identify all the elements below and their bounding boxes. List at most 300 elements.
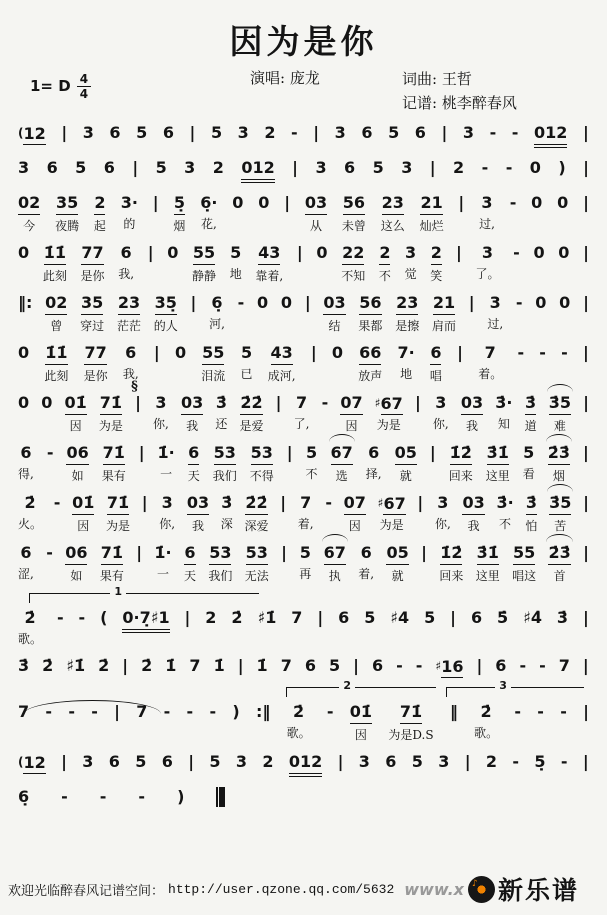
note-token: ♯4 — [390, 608, 410, 627]
note-token: 03 我 — [460, 393, 484, 433]
notator-credit: 记谱: 桃李醉春风 — [402, 94, 517, 112]
note-token: - — [511, 123, 519, 142]
key-signature — [30, 73, 91, 100]
bar-token: | — [189, 123, 196, 142]
note-token: 3 你, — [153, 393, 169, 431]
lyric-text: 是你 — [80, 269, 105, 283]
note-token: 6 — [344, 158, 356, 177]
bar-token: | — [582, 443, 589, 462]
bar-token: | — [122, 656, 129, 675]
lyric-text: 苦 — [554, 519, 567, 533]
logo-text: 新乐谱 — [497, 876, 579, 905]
bar-token: | — [147, 243, 154, 262]
note-token: 3̇ 怕 — [525, 493, 538, 533]
note-token: 2̇ — [231, 608, 243, 627]
note-token: 03 从 — [304, 193, 328, 233]
note-token: 0 — [557, 193, 569, 212]
note-token: 2̇2̇ 深爱 — [244, 493, 269, 533]
volta-bracket — [286, 679, 435, 697]
lyric-text: 怕 — [525, 519, 538, 533]
record-icon — [468, 876, 495, 903]
note-token: 02 今 — [18, 193, 41, 233]
note-token: 012 — [534, 123, 567, 148]
note-token: 6 — [46, 158, 58, 177]
bar-token: | — [61, 123, 68, 142]
note-token: 5 — [411, 752, 423, 771]
note-token: - — [519, 656, 527, 675]
final-barline — [216, 787, 225, 807]
note-token: ) — [232, 702, 240, 721]
note-token: 02 曾 — [45, 293, 68, 333]
note-token: 21 灿烂 — [419, 193, 444, 233]
note-token: 5 — [364, 608, 376, 627]
bar-token: | — [457, 343, 463, 362]
note-token: ♯4̇ — [523, 608, 542, 627]
note-token: ♯67 为是 — [377, 494, 406, 532]
note-token: 56 果都 — [358, 293, 383, 333]
note-token: - — [513, 243, 520, 262]
note-token: 6 — [338, 608, 350, 627]
bar-token: | — [582, 123, 589, 142]
bar-token: | — [421, 543, 427, 562]
site-logo — [468, 871, 579, 907]
score-line — [18, 343, 589, 383]
note-token: 6 — [108, 752, 120, 771]
note-token: 5̇ — [497, 608, 509, 627]
note-token: 3 过, — [479, 193, 495, 231]
score-line — [18, 787, 589, 807]
note-token: 5 看 — [522, 443, 535, 481]
note-token: 2 — [262, 752, 274, 771]
bar-token: | — [582, 752, 589, 771]
note-token: 3· 的 — [120, 193, 138, 231]
note-token: 2 起 — [93, 193, 106, 233]
lyric-text: 放声 — [358, 369, 383, 383]
lyric-text: 如 — [71, 469, 84, 483]
note-token: - — [209, 702, 217, 721]
lyric-text: 的人 — [153, 319, 178, 333]
note-token: 6 天 — [187, 443, 200, 483]
note-token: - — [237, 293, 245, 312]
note-token: 77 是你 — [80, 243, 105, 283]
note-token: - — [138, 787, 146, 806]
note-token: - — [91, 702, 98, 721]
lyric-text: 选 — [335, 469, 348, 483]
bar-token: | — [583, 293, 589, 312]
note-token: 1̇1̇ 此刻 — [42, 243, 67, 283]
note-token: - — [505, 158, 513, 177]
bar-token: | — [429, 158, 436, 177]
note-token: 0 — [232, 193, 244, 212]
bar-token: | — [450, 608, 457, 627]
note-token: 2̇ — [98, 656, 110, 675]
bar-token: | — [292, 158, 299, 177]
note-token: 6̣ — [18, 787, 30, 806]
lyric-text: 因 — [77, 519, 90, 533]
bar-token: | — [441, 123, 448, 142]
lyric-text: 是擦 — [395, 319, 420, 333]
score-line — [18, 679, 589, 742]
note-token: 1̇· 一 — [157, 443, 175, 481]
note-token: 7 了, — [293, 393, 310, 431]
bar-token: ‖ — [449, 702, 458, 721]
lyric-text: 你, — [159, 517, 176, 531]
lyric-text: 觉 — [404, 267, 417, 281]
note-token: 03 我 — [186, 493, 210, 533]
note-token: - — [291, 123, 298, 142]
note-token: 0 — [533, 243, 545, 262]
lyric-text: 如 — [70, 569, 83, 583]
note-token: 6 — [385, 752, 397, 771]
time-signature: $\frac{4}{4}$ — [77, 73, 91, 100]
note-token: 66 放声 — [358, 343, 383, 383]
bar-token: | — [296, 243, 303, 262]
note-token: 6 — [371, 656, 384, 675]
lyric-text: 择, — [365, 467, 382, 481]
bar-token: | — [583, 193, 589, 212]
note-token: 7 着, — [297, 493, 314, 531]
note-token: 06 如 — [65, 543, 88, 583]
lyric-text: 难 — [553, 419, 566, 433]
note-token: 3̇· 不 — [496, 493, 514, 531]
note-token: 0 — [257, 293, 269, 312]
note-token: (12 — [18, 753, 46, 772]
note-token: 3 — [82, 123, 94, 142]
lyric-text: 着。 — [478, 367, 503, 381]
lyric-text: 因 — [354, 728, 367, 742]
lyric-text: 河, — [209, 317, 225, 331]
note-token: 07 因 — [340, 393, 363, 433]
note-token: 6̣· 花, — [200, 193, 218, 231]
bar-token: | — [138, 443, 145, 462]
note-token: 3 — [438, 752, 450, 771]
note-token: 3̇ — [556, 608, 569, 627]
note-token: ♯67 为是 — [374, 394, 403, 432]
note-token: 35 穿过 — [80, 293, 105, 333]
note-token: 3 — [401, 158, 413, 177]
bar-token: | — [583, 393, 589, 412]
note-token: 0 — [316, 243, 328, 262]
note-token: - — [509, 193, 517, 212]
lyric-text: 再 — [299, 567, 312, 581]
lyric-text: 不 — [378, 269, 391, 283]
note-token: 2̇ 歌。 — [474, 702, 499, 740]
note-token: 3 — [462, 123, 475, 142]
note-token: 05 就 — [394, 443, 417, 483]
lyric-text: 着, — [297, 517, 314, 531]
note-token: 2 笑 — [430, 243, 443, 283]
note-token: 55 静静 — [192, 243, 217, 283]
slur-arc-icon — [329, 434, 355, 442]
lyric-text: 为是 — [106, 519, 131, 533]
note-token: 3 — [82, 752, 94, 771]
lyric-text: 地 — [229, 267, 242, 281]
note-token: 53 不得 — [249, 443, 274, 483]
lyric-text: 夜腾 — [55, 219, 80, 233]
note-token: 03 我 — [462, 493, 485, 533]
lyric-text: 歌。 — [286, 726, 311, 740]
page-title: 因为是你 — [229, 22, 378, 61]
bar-token: | — [455, 243, 462, 262]
score-line — [18, 379, 589, 433]
note-token: 6 — [361, 123, 373, 142]
note-token: 53 我们 — [208, 543, 233, 583]
note-token: 3 — [237, 123, 249, 142]
note-token: 5 — [155, 158, 167, 177]
bar-token: ‖: — [18, 293, 33, 312]
bar-token: | — [304, 293, 311, 312]
note-token: - — [68, 702, 75, 721]
score-line — [18, 158, 589, 183]
bar-token: | — [114, 702, 120, 721]
lyric-text: 从 — [309, 219, 322, 233]
lyric-text: 看 — [522, 467, 535, 481]
lyric-text: 回来 — [439, 569, 464, 583]
note-token: 5 — [328, 656, 341, 675]
note-token: 7 — [291, 608, 303, 627]
bar-token: | — [237, 656, 244, 675]
lyric-text: 地 — [400, 367, 413, 381]
note-token: - — [45, 702, 53, 721]
footer-www-text: www.x — [404, 879, 464, 899]
lyric-text: 穿过 — [80, 319, 105, 333]
note-token: 03 结 — [323, 293, 346, 333]
note-token: - — [560, 752, 568, 771]
note-token: 6 — [414, 123, 426, 142]
note-token: 6 择, — [365, 443, 382, 481]
bar-token: | — [136, 543, 143, 562]
lyric-text: 是你 — [83, 369, 108, 383]
note-token: 5 不 — [305, 443, 318, 481]
score-area — [0, 123, 607, 807]
lyric-text: 因 — [345, 419, 358, 433]
note-token: 012 — [289, 752, 322, 777]
bar-token: | — [458, 193, 465, 212]
note-token: ) — [558, 158, 566, 177]
note-token: 6 — [470, 608, 483, 627]
lyric-text: 了, — [293, 417, 310, 431]
note-token: 5 — [424, 608, 436, 627]
note-token: 01̇ 因 — [64, 393, 87, 433]
note-token: 3 — [18, 158, 30, 177]
note-token: 3̇ 还 — [215, 393, 228, 431]
note-token: ♯16 — [435, 657, 464, 676]
note-token: - — [560, 702, 567, 721]
note-token: 0 — [559, 293, 571, 312]
note-token: 6 天 — [183, 543, 196, 583]
lyric-text: 果有 — [101, 469, 126, 483]
note-token: 3 过, — [487, 293, 504, 331]
bar-token: | — [190, 293, 197, 312]
slur-arc-icon — [547, 484, 573, 492]
note-token: 06 如 — [66, 443, 89, 483]
bar-token: | — [468, 293, 475, 312]
note-token: - — [539, 656, 546, 675]
bar-token: | — [317, 608, 324, 627]
lyric-text: 成河, — [267, 369, 296, 383]
lyric-text: 火。 — [18, 517, 43, 531]
lyric-text: 烟 — [552, 469, 565, 483]
note-token: 6 涩, — [18, 543, 34, 581]
note-token: - — [61, 787, 68, 806]
note-token: 6 得, — [18, 443, 34, 481]
note-token: 03 我 — [180, 393, 204, 433]
lyric-text: 我 — [186, 419, 199, 433]
bar-token: | — [281, 543, 287, 562]
note-token: 3 — [315, 158, 327, 177]
score-line — [18, 585, 589, 646]
bar-token: | — [353, 656, 359, 675]
note-token: 2 — [485, 752, 498, 771]
note-token: 71̇ 果有 — [99, 543, 124, 583]
note-token: 5 已 — [240, 343, 253, 381]
note-token: - — [53, 493, 61, 512]
score-line — [18, 123, 589, 148]
note-token: 6 — [162, 123, 174, 142]
note-token: 0 — [535, 293, 547, 312]
lyric-text: 你, — [432, 417, 449, 431]
bar-token: | — [275, 393, 282, 412]
note-token: 1̇ — [165, 656, 177, 675]
lyric-text: 未曾 — [341, 219, 366, 233]
lyric-text: 唱 — [429, 369, 442, 383]
note-token: 01̇ 因 — [72, 493, 95, 533]
bar-token: | — [310, 343, 317, 362]
note-token: 1̇ — [256, 656, 268, 675]
note-token: 2̇3̇ 首 — [548, 543, 570, 583]
note-token: - — [46, 543, 53, 562]
lyric-text: 歌。 — [18, 632, 43, 646]
lyric-text: 回来 — [448, 469, 473, 483]
bar-token: | — [337, 752, 344, 771]
lyric-text: 一 — [156, 567, 169, 581]
note-token: - — [489, 123, 497, 142]
composer-credit: 词曲: 王哲 — [402, 70, 472, 88]
lyric-text: 这里 — [475, 569, 500, 583]
note-token: 71̇ 果有 — [101, 443, 126, 483]
note-token: 3 你, — [434, 493, 451, 531]
note-token: 7 着。 — [478, 343, 503, 381]
note-token: 35̣ 的人 — [153, 293, 178, 333]
note-token: 55 泪流 — [201, 343, 226, 383]
note-token: 2 不 — [378, 243, 391, 283]
bar-token: | — [583, 702, 589, 721]
note-token: 6 我, — [122, 343, 139, 381]
note-token: 71̇ 为是D.S — [388, 702, 434, 742]
note-token: 6 — [304, 656, 316, 675]
lyric-text: 天 — [187, 469, 200, 483]
note-token: 0·7̣♯1 — [122, 608, 169, 633]
bar-token: :‖ — [255, 702, 271, 721]
score-line — [18, 193, 589, 233]
footer-url[interactable]: http://user.qzone.qq.com/5632 — [168, 881, 395, 897]
note-token: - — [186, 702, 194, 721]
score-line — [18, 493, 589, 533]
note-token: 6 唱 — [429, 343, 442, 383]
note-token: 71̇ 为是 — [98, 393, 123, 433]
lyric-text: 无法 — [244, 569, 269, 583]
note-token: 43 靠着, — [255, 243, 284, 283]
lyric-text: 今 — [23, 219, 36, 233]
lyric-text: 深爱 — [244, 519, 269, 533]
note-token: - — [56, 608, 64, 627]
singer-credit: 演唱: 庞龙 — [250, 69, 320, 87]
bar-token: | — [417, 493, 424, 512]
bar-token: | — [583, 608, 589, 627]
note-token: 3̇5 难 — [549, 393, 571, 433]
slur-arc-icon — [546, 434, 572, 442]
note-token: 2 — [453, 158, 465, 177]
note-token: 1̇ — [213, 656, 225, 675]
note-token: 22 不知 — [341, 243, 366, 283]
note-token: 3 — [184, 158, 196, 177]
note-token: 3 觉 — [404, 243, 417, 281]
note-token: - — [512, 752, 520, 771]
lyric-text: 知 — [497, 417, 510, 431]
lyric-text: 是爱 — [239, 419, 264, 433]
note-token: 2̇3̇ 烟 — [548, 443, 570, 483]
note-token: - — [537, 702, 544, 721]
lyric-text: 这里 — [485, 469, 510, 483]
note-token: 2 — [264, 123, 276, 142]
note-token: 1̇· 一 — [154, 543, 172, 581]
note-token: 0 — [174, 343, 187, 362]
lyric-text: 我, — [118, 267, 135, 281]
lyric-text: 静静 — [192, 269, 217, 283]
key-text: 1= D — [30, 77, 71, 95]
note-token: 6 着, — [358, 543, 375, 581]
note-token: 2̇ 火。 — [18, 493, 43, 531]
lyric-text: 为是 — [98, 419, 123, 433]
bar-token: | — [153, 343, 160, 362]
note-token: 3 了。 — [475, 243, 500, 281]
note-token: 67 执 — [324, 543, 346, 583]
lyric-text: 我们 — [208, 569, 233, 583]
footer-text: 欢迎光临醉春风记谱空间： — [8, 883, 165, 899]
note-token: 3̇5 苦 — [549, 493, 571, 533]
note-token: 53 我们 — [212, 443, 237, 483]
note-token: 7 — [280, 656, 292, 675]
lyric-text: 因 — [348, 519, 361, 533]
lyric-text: 了。 — [475, 267, 500, 281]
lyric-text: 果有 — [99, 569, 124, 583]
lyric-text: 就 — [391, 569, 404, 583]
lyric-text: 深 — [220, 517, 233, 531]
note-token: 05 就 — [386, 543, 409, 583]
lyric-text: 还 — [215, 417, 228, 431]
bar-token: | — [464, 752, 471, 771]
footer — [0, 871, 607, 907]
note-token: - — [514, 702, 522, 721]
bar-token: | — [583, 158, 589, 177]
note-token: - — [325, 493, 332, 512]
note-token: - — [515, 293, 523, 312]
note-token: 07 因 — [343, 493, 366, 533]
note-token: 5 地 — [229, 243, 242, 281]
note-token: 1̇2̇ 回来 — [439, 543, 464, 583]
lyric-text: 我们 — [212, 469, 237, 483]
lyric-text: 烟 — [173, 219, 186, 233]
bar-token: | — [583, 543, 589, 562]
lyric-text: 因 — [69, 419, 82, 433]
bar-token: | — [583, 343, 589, 362]
lyric-text: 灿烂 — [419, 219, 444, 233]
note-token: 5 — [372, 158, 384, 177]
note-token: 7 — [189, 656, 201, 675]
note-token: - — [46, 443, 54, 462]
note-token: - — [517, 343, 525, 362]
lyric-text: 不知 — [341, 269, 366, 283]
